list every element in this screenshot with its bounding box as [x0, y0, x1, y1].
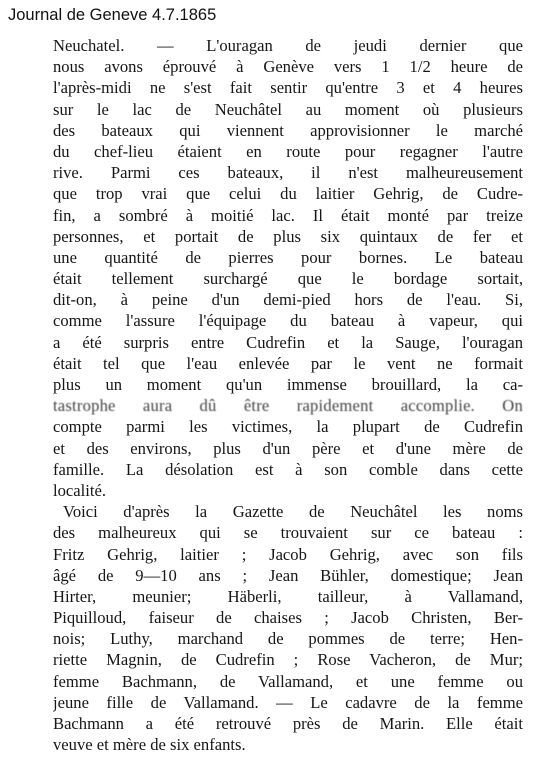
article-line: une quantité de pierres pour bornes. Le bateau — [53, 247, 523, 267]
article-line: Fritz Gehrig, laitier ; Jacob Gehrig, avec son fils — [53, 544, 523, 564]
article-line: famille. La désolation est à son comble dans cette — [53, 459, 523, 479]
article-line: nous avons éprouvé à Genève vers 1 1/2 heure de — [53, 57, 523, 77]
article-line: du chef-lieu étaient en route pour regagner l'autre — [53, 141, 523, 161]
document-caption: Journal de Geneve 4.7.1865 — [8, 6, 217, 24]
article-line: que trop vrai que celui du laitier Gehrig, de Cudre- — [53, 184, 523, 204]
article-line: et des environs, plus d'un père et d'une mère de — [53, 438, 523, 458]
article-line: Neuchatel. — L'ouragan de jeudi dernier que — [53, 36, 523, 55]
article-line: dit-on, à peine d'un demi-pied hors de l'eau. Si, — [53, 290, 523, 310]
article-line: a été surpris entre Cudrefin et la Sauge, l'ouragan — [53, 332, 523, 352]
newspaper-clipping — [53, 35, 523, 755]
article-line: sur le lac de Neuchâtel au moment où plusieurs — [53, 99, 523, 119]
article-line: était tel que l'eau enlevée par le vent ne formait — [53, 353, 523, 373]
article-line: Piquilloud, faiseur de chaises ; Jacob Christen, Ber- — [53, 608, 523, 628]
article-line-smudged: tastrophe aura dû être rapidement accomplie. On — [53, 396, 523, 416]
article-line: veuve et mère de six enfants. — [53, 735, 246, 755]
article-line: des bateaux qui viennent approvisionner le marché — [53, 120, 523, 140]
article-line: Hirter, meunier; Häberli, tailleur, à Vallamand, — [53, 586, 523, 606]
article-line: âgé de 9—10 ans ; Jean Bühler, domestique; Jean — [53, 565, 523, 585]
article-line: l'après-midi ne s'est fait sentir qu'entre 3 et 4 heures — [53, 78, 523, 98]
article-line: des malheureux qui se trouvaient sur ce bateau : — [53, 523, 523, 543]
article-line: fin, a sombré à moitié lac. Il était monté par treize — [53, 205, 523, 225]
article-line: Voici d'après la Gazette de Neuchâtel les noms — [63, 502, 523, 522]
article-line: riette Magnin, de Cudrefin ; Rose Vacheron, de Mur; — [53, 650, 523, 670]
article-line: rive. Parmi ces bateaux, il n'est malheureusement — [53, 163, 523, 183]
article-line: comme l'assure l'équipage du bateau à vapeur, qui — [53, 311, 523, 331]
article-line: localité. — [53, 480, 106, 500]
article-line: plus un moment qu'un immense brouillard, la ca- — [53, 375, 523, 394]
article-line: femme Bachmann, de Vallamand, et une femme ou — [53, 671, 523, 691]
article-line: personnes, et portait de plus six quintaux de fer et — [53, 226, 523, 246]
article-line: nois; Luthy, marchand de pommes de terre; Hen- — [53, 629, 523, 649]
article-line: était tellement surchargé que le bordage sortait, — [53, 269, 523, 289]
article-line: Bachmann a été retrouvé près de Marin. Elle était — [53, 714, 523, 733]
article-line: compte parmi les victimes, la plupart de Cudrefin — [53, 417, 523, 437]
article-line: jeune fille de Vallamand. — Le cadavre de la femme — [53, 692, 523, 712]
